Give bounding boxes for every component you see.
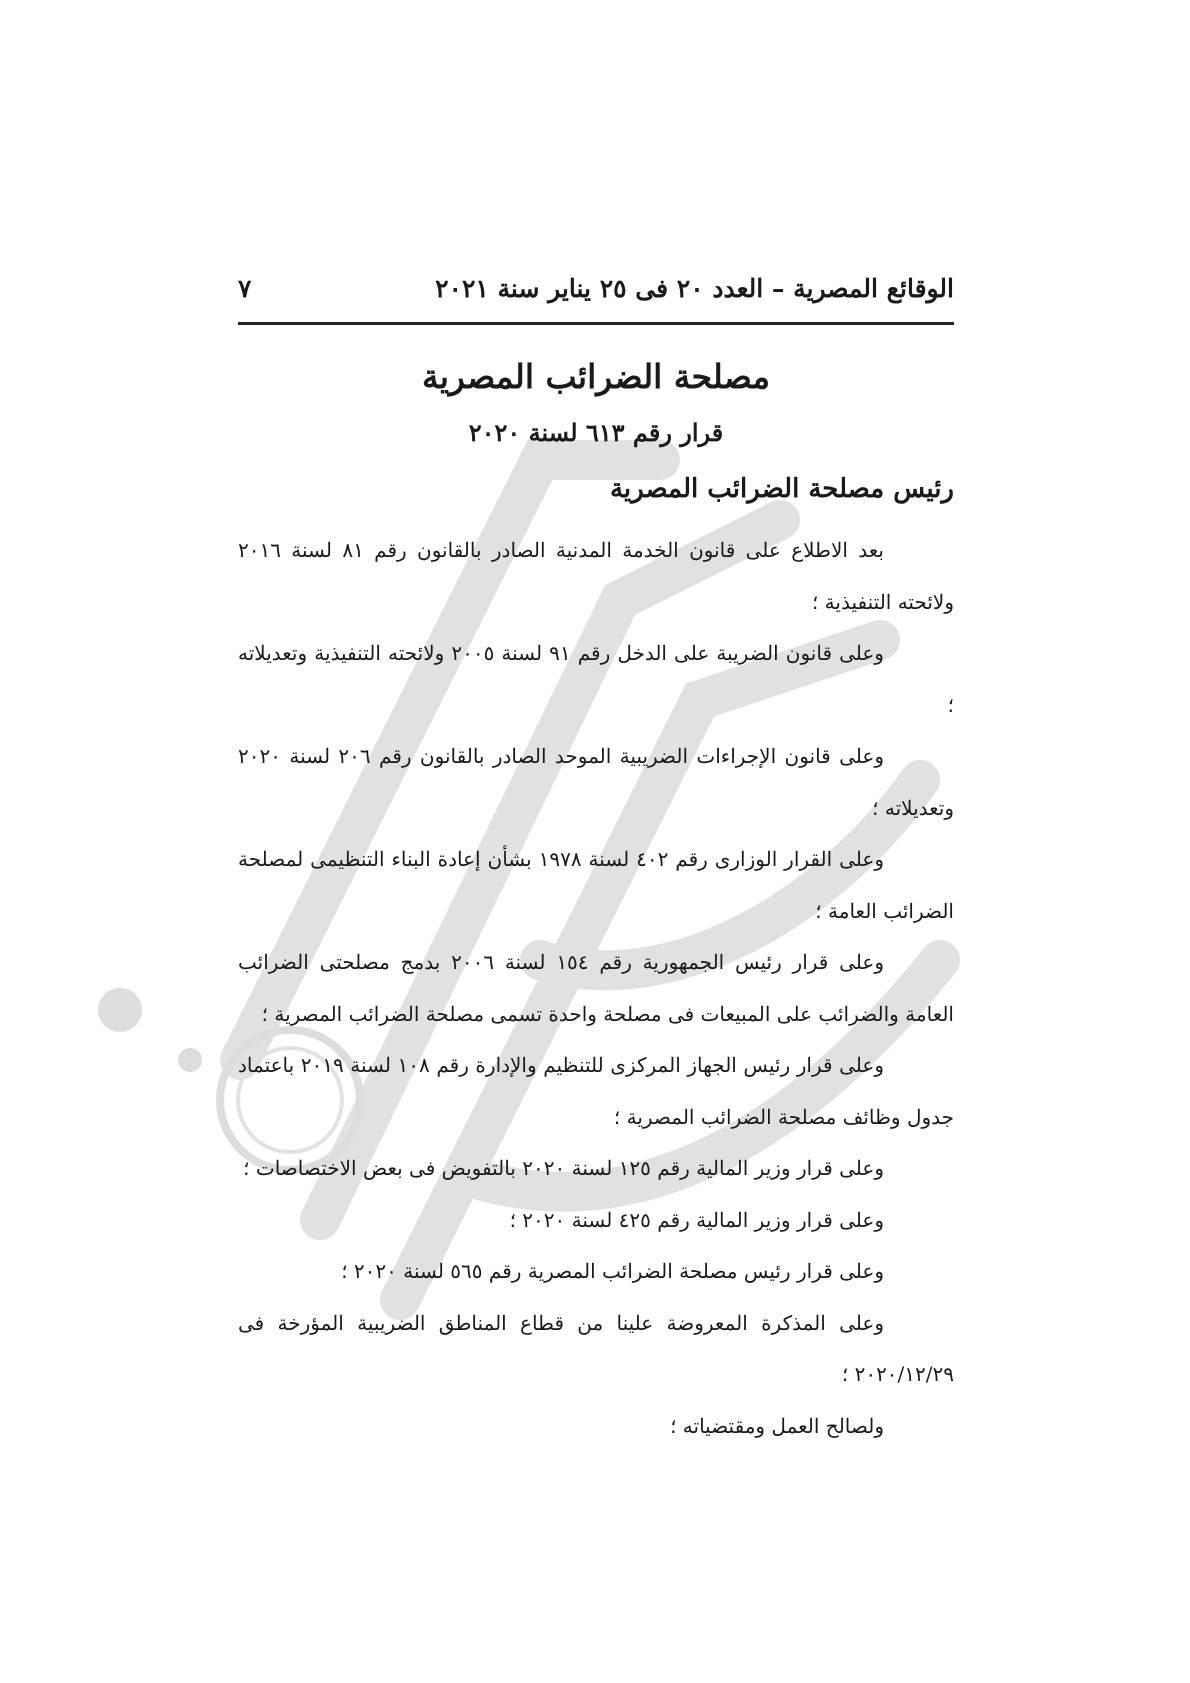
paragraph: وعلى قرار وزير المالية رقم ١٢٥ لسنة ٢٠٢٠ بالتفويض فى بعض الاختصاصات ؛ (243, 1156, 884, 1180)
paragraph: وعلى قانون الضريبة على الدخل رقم ٩١ لسنة ٢٠٠٥ ولائحته التنفيذية وتعديلاته ؛ (238, 641, 954, 717)
paragraph: وعلى المذكرة المعروضة علينا من قطاع المناطق الضريبية المؤرخة فى ٢٠٢٠/١٢/٢٩ ؛ (238, 1310, 954, 1386)
paragraph: وعلى القرار الوزارى رقم ٤٠٢ لسنة ١٩٧٨ بشأن إعادة البناء التنظيمى لمصلحة الضرائب العامة ؛ (238, 847, 954, 923)
decision-title: قرار رقم ٦١٣ لسنة ٢٠٢٠ (468, 418, 724, 447)
paragraph: وعلى قرار وزير المالية رقم ٤٢٥ لسنة ٢٠٢٠ ؛ (509, 1207, 884, 1232)
paragraph: ولصالح العمل ومقتضياته ؛ (670, 1413, 884, 1438)
paragraph: وعلى قرار رئيس الجمهورية رقم ١٥٤ لسنة ٢٠٠٦ بدمج مصلحتى الضرائب العامة والضرائب على المبيعات فى مصلحة واحدة تسمى مصلحة الضرائب المصرية ؛ (238, 950, 954, 1026)
paragraph: وعلى قرار رئيس مصلحة الضرائب المصرية رقم ٥٦٥ لسنة ٢٠٢٠ ؛ (341, 1259, 884, 1283)
paragraph: وعلى قانون الإجراءات الضريبية الموحد الصادر بالقانون رقم ٢٠٦ لسنة ٢٠٢٠ وتعديلاته ؛ (238, 744, 954, 820)
organization-title: مصلحة الضرائب المصرية (422, 357, 770, 396)
page-number: ٧ (238, 274, 252, 303)
gazette-header-title: الوقائع المصرية – العدد ٢٠ فى ٢٥ يناير سنة ٢٠٢١ (435, 274, 954, 303)
header-divider (238, 322, 954, 325)
document-body (238, 525, 954, 1452)
paragraph: وعلى قرار رئيس الجهاز المركزى للتنظيم والإدارة رقم ١٠٨ لسنة ٢٠١٩ باعتماد جدول وظائف مصلحة الضرائب المصرية ؛ (238, 1053, 954, 1129)
issuer-heading: رئيس مصلحة الضرائب المصرية (609, 474, 954, 504)
paragraph: بعد الاطلاع على قانون الخدمة المدنية الصادر بالقانون رقم ٨١ لسنة ٢٠١٦ ولائحته التنفيذية ؛ (238, 538, 954, 614)
page-header (238, 268, 954, 318)
